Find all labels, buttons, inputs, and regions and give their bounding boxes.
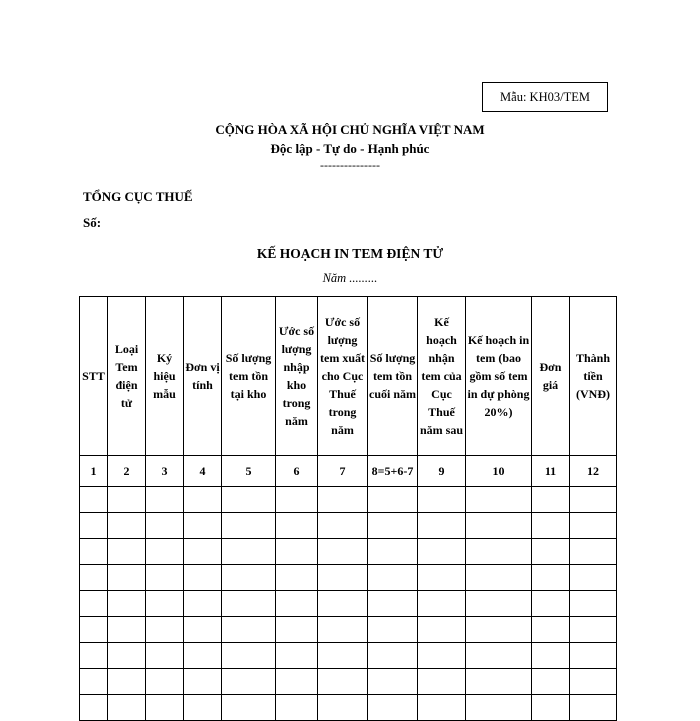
table-cell — [466, 565, 532, 591]
table-cell — [318, 643, 368, 669]
table-cell — [318, 695, 368, 721]
table-row — [80, 513, 617, 539]
table-header-row — [80, 297, 617, 456]
table-cell — [108, 539, 146, 565]
table-cell — [570, 695, 617, 721]
plan-table — [79, 296, 617, 721]
header-divider: --------------- — [320, 158, 380, 172]
column-header: Thành tiền (VNĐ) — [570, 297, 617, 456]
table-cell — [570, 643, 617, 669]
table-cell — [146, 513, 184, 539]
table-cell — [80, 669, 108, 695]
column-number: 11 — [532, 456, 570, 487]
table-cell — [108, 617, 146, 643]
table-cell — [276, 539, 318, 565]
table-cell — [532, 539, 570, 565]
table-cell — [108, 565, 146, 591]
column-number: 10 — [466, 456, 532, 487]
table-cell — [368, 487, 418, 513]
table-cell — [570, 513, 617, 539]
column-header: Đơn vị tính — [184, 297, 222, 456]
table-cell — [466, 591, 532, 617]
table-cell — [80, 513, 108, 539]
table-cell — [146, 617, 184, 643]
table-cell — [184, 565, 222, 591]
table-cell — [318, 669, 368, 695]
table-cell — [368, 539, 418, 565]
table-cell — [108, 669, 146, 695]
table-cell — [466, 617, 532, 643]
table-row — [80, 591, 617, 617]
table-cell — [146, 591, 184, 617]
column-number: 2 — [108, 456, 146, 487]
table-cell — [184, 513, 222, 539]
table-cell — [108, 513, 146, 539]
table-cell — [276, 617, 318, 643]
table-row — [80, 643, 617, 669]
table-cell — [466, 513, 532, 539]
table-cell — [276, 591, 318, 617]
table-cell — [108, 591, 146, 617]
table-cell — [368, 513, 418, 539]
table-cell — [276, 643, 318, 669]
document-number-label: Số: — [83, 215, 102, 230]
table-cell — [318, 617, 368, 643]
table-cell — [80, 591, 108, 617]
form-code-label: Mẫu: KH03/TEM — [500, 89, 590, 104]
table-cell — [570, 487, 617, 513]
table-cell — [184, 591, 222, 617]
table-cell — [532, 513, 570, 539]
table-cell — [570, 539, 617, 565]
table-cell — [418, 539, 466, 565]
table-cell — [80, 695, 108, 721]
table-cell — [418, 513, 466, 539]
table-cell — [146, 643, 184, 669]
column-header: Ước số lượng nhập kho trong năm — [276, 297, 318, 456]
table-row — [80, 565, 617, 591]
table-cell — [418, 695, 466, 721]
table-cell — [80, 539, 108, 565]
table-cell — [276, 513, 318, 539]
table-cell — [570, 669, 617, 695]
table-cell — [466, 669, 532, 695]
table-cell — [80, 643, 108, 669]
table-cell — [532, 487, 570, 513]
table-cell — [466, 539, 532, 565]
column-header: Kế hoạch nhận tem của Cục Thuế năm sau — [418, 297, 466, 456]
column-header: Số lượng tem tồn tại kho — [222, 297, 276, 456]
table-cell — [466, 643, 532, 669]
column-header: Đơn giá — [532, 297, 570, 456]
blank-rows-body — [80, 487, 617, 721]
table-cell — [222, 669, 276, 695]
nation-name: CỘNG HÒA XÃ HỘI CHỦ NGHĨA VIỆT NAM — [215, 122, 485, 137]
table-cell — [108, 695, 146, 721]
table-cell — [418, 565, 466, 591]
table-cell — [570, 617, 617, 643]
table-cell — [146, 669, 184, 695]
column-number: 9 — [418, 456, 466, 487]
table-cell — [184, 539, 222, 565]
table-cell — [368, 643, 418, 669]
table-cell — [418, 487, 466, 513]
column-header: Ký hiệu mẫu — [146, 297, 184, 456]
column-number-row — [80, 456, 617, 487]
table-cell — [532, 617, 570, 643]
table-cell — [184, 669, 222, 695]
agency-name: TỔNG CỤC THUẾ — [83, 189, 193, 204]
column-number: 7 — [318, 456, 368, 487]
table-cell — [222, 539, 276, 565]
table-cell — [418, 669, 466, 695]
table-cell — [146, 487, 184, 513]
table-cell — [184, 617, 222, 643]
table-cell — [276, 695, 318, 721]
table-cell — [276, 565, 318, 591]
table-cell — [418, 643, 466, 669]
column-header: Số lượng tem tồn cuối năm — [368, 297, 418, 456]
table-cell — [532, 565, 570, 591]
table-cell — [146, 565, 184, 591]
table-cell — [222, 513, 276, 539]
table-cell — [276, 669, 318, 695]
table-cell — [318, 487, 368, 513]
column-header: Loại Tem điện tử — [108, 297, 146, 456]
table-cell — [80, 487, 108, 513]
column-number: 12 — [570, 456, 617, 487]
table-row — [80, 617, 617, 643]
table-cell — [418, 591, 466, 617]
table-cell — [532, 591, 570, 617]
table-cell — [222, 487, 276, 513]
national-motto: Độc lập - Tự do - Hạnh phúc — [270, 141, 430, 156]
table-cell — [146, 695, 184, 721]
column-number: 6 — [276, 456, 318, 487]
table-row — [80, 695, 617, 721]
table-row — [80, 539, 617, 565]
table-cell — [418, 617, 466, 643]
table-cell — [108, 487, 146, 513]
table-cell — [184, 643, 222, 669]
table-cell — [276, 487, 318, 513]
document-year-line: Năm ......... — [322, 271, 378, 285]
column-number: 8=5+6-7 — [368, 456, 418, 487]
table-cell — [466, 695, 532, 721]
table-cell — [466, 487, 532, 513]
table-row — [80, 669, 617, 695]
table-cell — [222, 591, 276, 617]
table-cell — [318, 513, 368, 539]
table-cell — [146, 539, 184, 565]
table-cell — [532, 643, 570, 669]
column-header: Ước số lượng tem xuất cho Cục Thuế trong năm — [318, 297, 368, 456]
form-code-box — [482, 82, 608, 112]
table-cell — [570, 565, 617, 591]
table-cell — [222, 617, 276, 643]
table-cell — [80, 565, 108, 591]
table-cell — [368, 617, 418, 643]
table-cell — [318, 539, 368, 565]
column-number: 5 — [222, 456, 276, 487]
document-title: KẾ HOẠCH IN TEM ĐIỆN TỬ — [256, 246, 444, 261]
table-cell — [368, 669, 418, 695]
table-cell — [108, 643, 146, 669]
column-number: 3 — [146, 456, 184, 487]
table-cell — [222, 643, 276, 669]
table-cell — [368, 565, 418, 591]
table-cell — [570, 591, 617, 617]
table-cell — [368, 695, 418, 721]
table-cell — [80, 617, 108, 643]
table-cell — [184, 487, 222, 513]
table-cell — [222, 565, 276, 591]
column-header: STT — [80, 297, 108, 456]
table-cell — [368, 591, 418, 617]
table-row — [80, 487, 617, 513]
table-cell — [222, 695, 276, 721]
table-cell — [318, 591, 368, 617]
table-cell — [532, 695, 570, 721]
column-header: Kế hoạch in tem (bao gồm số tem in dự phòng 20%) — [466, 297, 532, 456]
table-cell — [184, 695, 222, 721]
table-cell — [532, 669, 570, 695]
column-number: 4 — [184, 456, 222, 487]
column-number: 1 — [80, 456, 108, 487]
table-cell — [318, 565, 368, 591]
